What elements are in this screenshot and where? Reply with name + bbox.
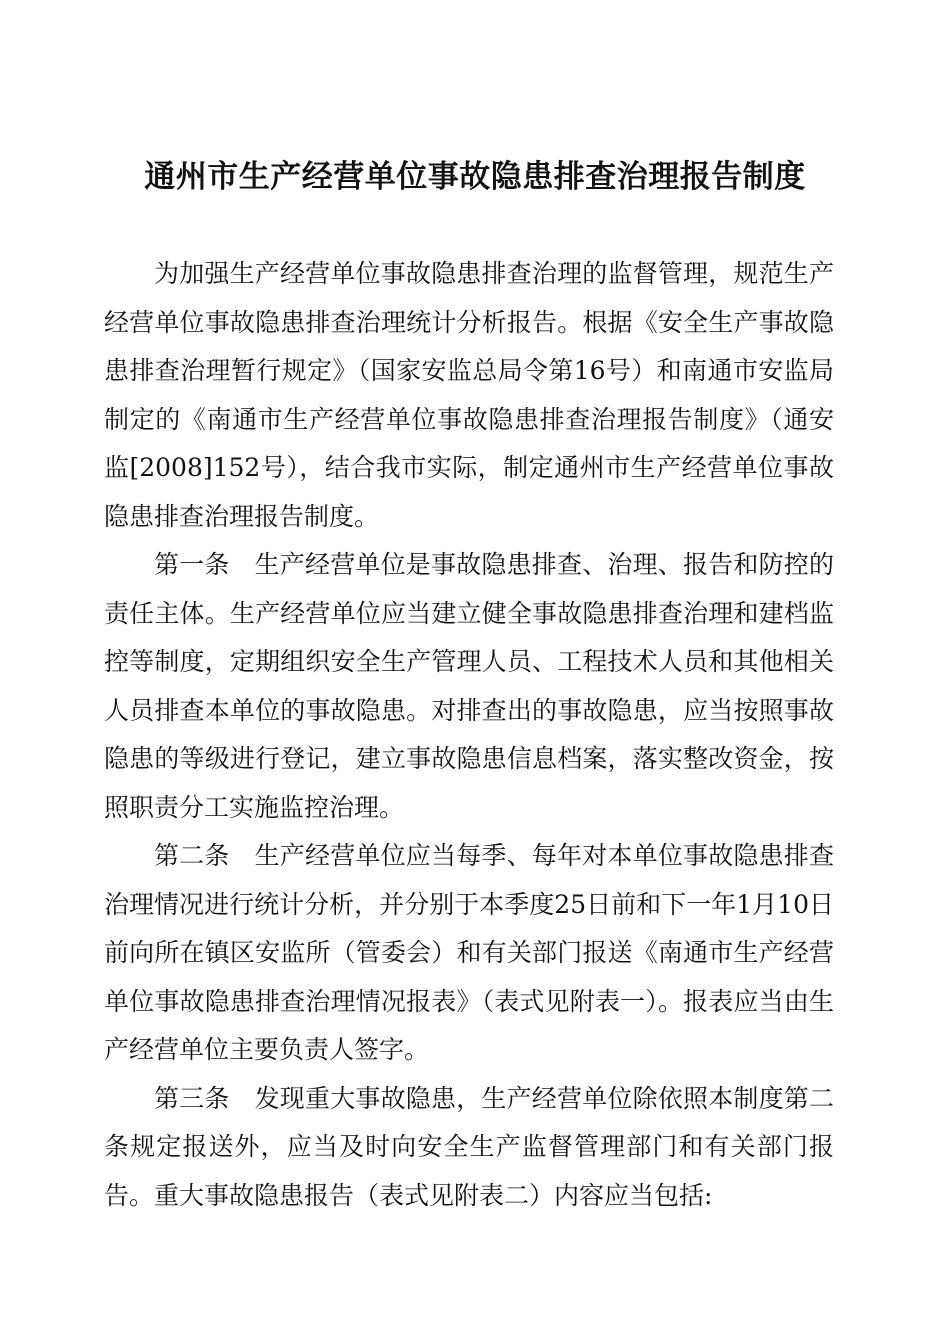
- document-title: 通州市生产经营单位事故隐患排查治理报告制度: [144, 159, 806, 195]
- document-body: [104, 250, 834, 1220]
- paragraph-text: 生产经营单位应当每季、每年对本单位事故隐患排查治理情况进行统计分析，并分别于本季度25日前和下一年1月10日前向所在镇区安监所（管委会）和有关部门报送《南通市生产经营单位事故隐患排查治理情况报表》（表式见附表一）。报表应当由生产经营单位主要负责人签字。: [104, 841, 834, 1064]
- paragraph-text: 为加强生产经营单位事故隐患排查治理的监督管理，规范生产经营单位事故隐患排查治理统计分析报告。根据《安全生产事故隐患排查治理暂行规定》（国家安监总局令第16号）和南通市安监局制定的《南通市生产经营单位事故隐患排查治理报告制度》（通安监[2008]152号），结合我市实际，制定通州市生产经营单位事故隐患排查治理报告制度。: [104, 259, 834, 531]
- article-heading: 第三条: [154, 1083, 230, 1113]
- article-2-paragraph: [104, 832, 834, 1075]
- paragraph-text: 生产经营单位是事故隐患排查、治理、报告和防控的责任主体。生产经营单位应当建立健全事故隐患排查治理和建档监控等制度，定期组织安全生产管理人员、工程技术人员和其他相关人员排查本单位的事故隐患。对排查出的事故隐患，应当按照事故隐患的等级进行登记，建立事故隐患信息档案，落实整改资金，按照职责分工实施监控治理。: [104, 550, 834, 822]
- article-heading: 第二条: [154, 841, 230, 870]
- article-3-paragraph: [104, 1075, 834, 1221]
- paragraph-text: 发现重大事故隐患，生产经营单位除依照本制度第二条规定报送外，应当及时向安全生产监督管理部门和有关部门报告。重大事故隐患报告（表式见附表二）内容应当包括:: [104, 1083, 834, 1210]
- article-1-paragraph: [104, 541, 834, 832]
- article-heading: 第一条: [154, 550, 230, 579]
- intro-paragraph: [104, 250, 834, 541]
